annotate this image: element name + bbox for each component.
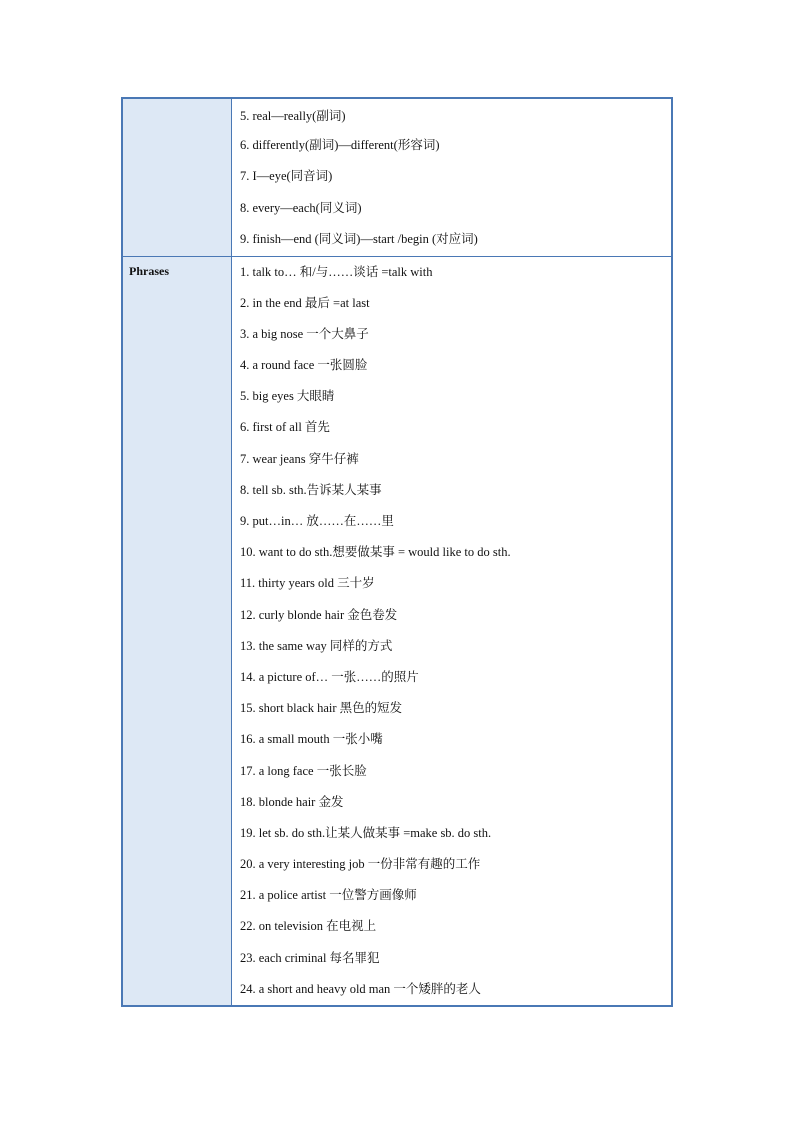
list-item: 6. first of all 首先: [240, 420, 330, 435]
list-item: 16. a small mouth 一张小嘴: [240, 732, 383, 747]
list-item: 19. let sb. do sth.让某人做某事 =make sb. do sth.: [240, 825, 492, 840]
list-item: 7. I—eye(同音词): [240, 169, 333, 184]
list-item: 10. want to do sth.想要做某事 = would like to do sth.: [240, 545, 511, 560]
list-item: 12. curly blonde hair 金色卷发: [240, 607, 398, 622]
list-item: 2. in the end 最后 =at last: [240, 295, 370, 310]
list-item: 20. a very interesting job 一份非常有趣的工作: [240, 857, 481, 872]
list-item: 21. a police artist 一位警方画像师: [240, 888, 417, 903]
list-item: 3. a big nose 一个大鼻子: [240, 326, 369, 341]
list-item: 24. a short and heavy old man 一个矮胖的老人: [240, 981, 481, 996]
list-item: 5. big eyes 大眼睛: [240, 389, 335, 404]
list-item: 15. short black hair 黑色的短发: [240, 701, 403, 716]
list-item: 17. a long face 一张长脸: [240, 763, 367, 778]
list-item: 13. the same way 同样的方式: [240, 638, 393, 653]
table-row-phrases: [122, 256, 672, 1006]
list-item: 22. on television 在电视上: [240, 919, 377, 934]
list-item: 4. a round face 一张圆脸: [240, 358, 368, 373]
row-label: [123, 99, 231, 106]
list-item: 5. real—really(副词): [240, 109, 346, 123]
list-item: 23. each criminal 每名罪犯: [240, 950, 380, 965]
phrases-label: Phrases: [129, 263, 169, 278]
list-item: 8. every—each(同义词): [240, 200, 362, 215]
row-label-cell: [122, 256, 232, 1006]
row-content-cell: [232, 98, 673, 256]
list-item: 9. finish—end (同义词)—start /begin (对应词): [240, 231, 478, 246]
table-row-word-forms: [122, 98, 672, 256]
list-item: 7. wear jeans 穿牛仔裤: [240, 451, 359, 466]
phrases-content-cell: [232, 256, 673, 1006]
row-label-cell: [122, 98, 232, 256]
vocabulary-table: [121, 97, 673, 1007]
list-item: 1. talk to… 和/与……谈话 =talk with: [240, 264, 433, 279]
list-item: 18. blonde hair 金发: [240, 794, 344, 809]
list-item: 9. put…in… 放……在……里: [240, 514, 394, 528]
list-item: 14. a picture of… 一张……的照片: [240, 669, 419, 684]
list-item: 11. thirty years old 三十岁: [240, 576, 375, 591]
list-item: 8. tell sb. sth.告诉某人某事: [240, 482, 382, 497]
list-item: 6. differently(副词)—different(形容词): [240, 138, 440, 153]
